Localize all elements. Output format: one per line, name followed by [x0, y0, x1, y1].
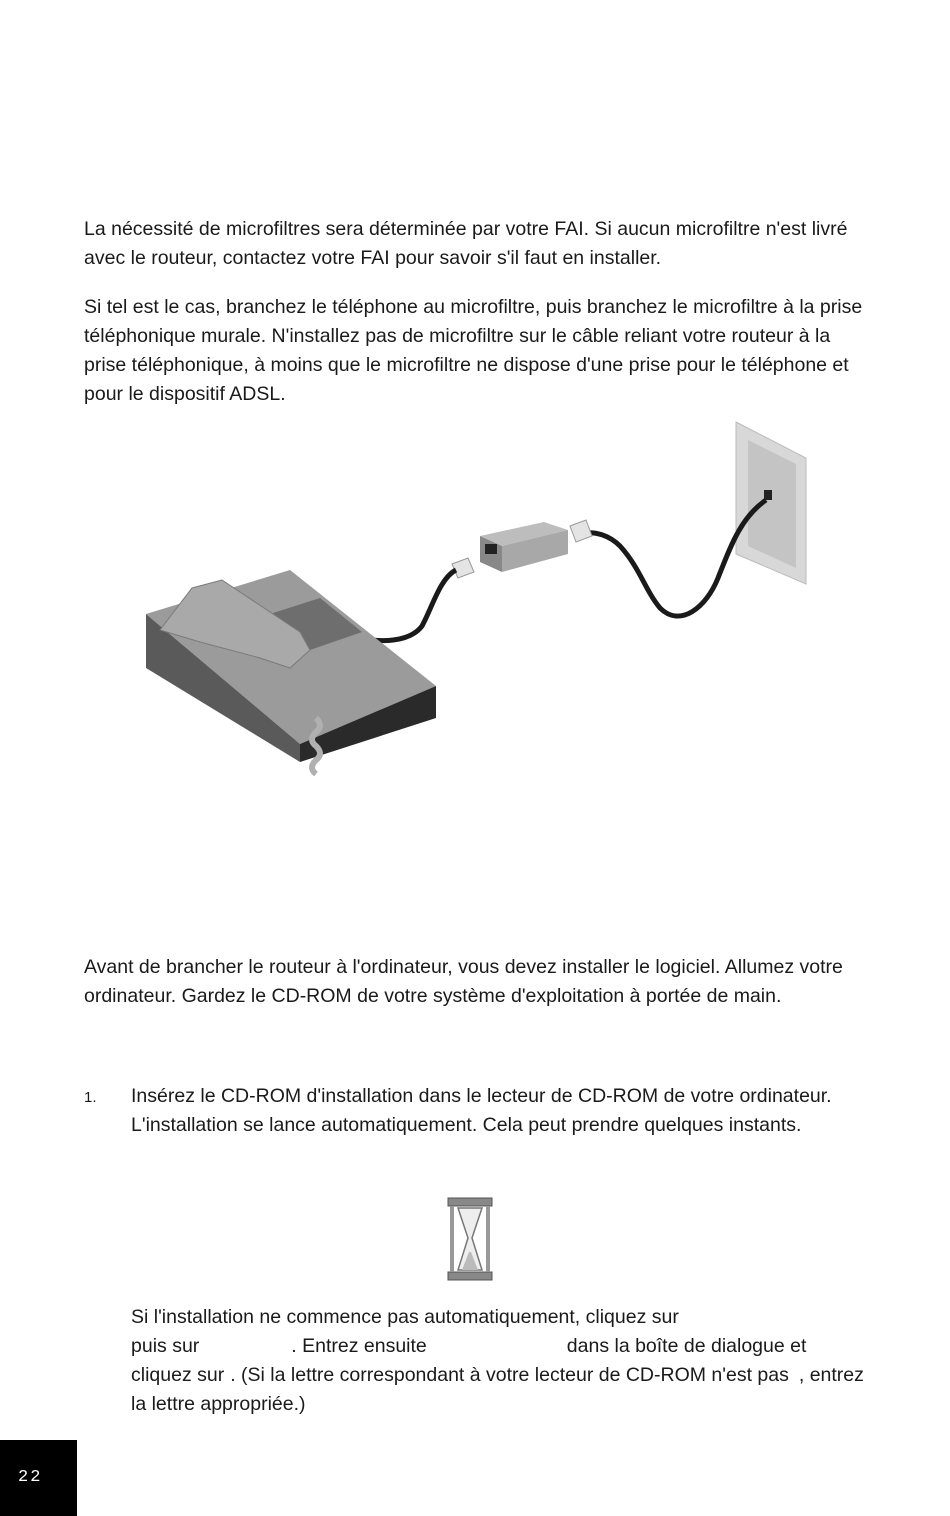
note-part5: . (Si la lettre correspondant à votre lecteur de CD-ROM n'est pas: [230, 1364, 789, 1386]
note-part6: , entrez la lettre appropriée.): [131, 1364, 864, 1415]
phone-microfilter-wall-jack-illustration: [140, 418, 820, 786]
microfilter-intro-paragraph: La nécessité de microfiltres sera déterminée par votre FAI. Si aucun microfiltre n'est livré avec le routeur, contactez votre FAI pour savoir s'il faut en installer.: [84, 218, 848, 269]
step-number: 1.: [84, 1089, 97, 1106]
page-number-box: [0, 1440, 77, 1516]
note-part4: dans la boîte de dialogue et cliquez sur: [131, 1335, 807, 1386]
note-part3: . Entrez ensuite: [291, 1335, 427, 1357]
hourglass-icon: [444, 1196, 496, 1282]
installation-note: [131, 1303, 871, 1419]
microfilter-instructions-paragraph: Si tel est le cas, branchez le téléphone au microfiltre, puis branchez le microfiltre à la prise téléphonique murale. N'installez pas de microfiltre sur le câble reliant votre routeur à la prise téléphonique, à moins que le microfiltre ne dispose d'une prise pour le téléphone et pour le dispositif ADSL.: [84, 296, 863, 405]
page-number: 22: [18, 1468, 43, 1487]
step-1-text: Insérez le CD-ROM d'installation dans le lecteur de CD-ROM de votre ordinateur. L'installation se lance automatiquement. Cela peut prendre quelques instants.: [131, 1085, 832, 1136]
note-part1: Si l'installation ne commence pas automatiquement, cliquez sur: [131, 1306, 679, 1328]
software-intro-paragraph: Avant de brancher le routeur à l'ordinateur, vous devez installer le logiciel. Allumez votre ordinateur. Gardez le CD-ROM de votre système d'exploitation à portée de main.: [84, 956, 843, 1007]
note-part2: puis sur: [131, 1335, 200, 1357]
